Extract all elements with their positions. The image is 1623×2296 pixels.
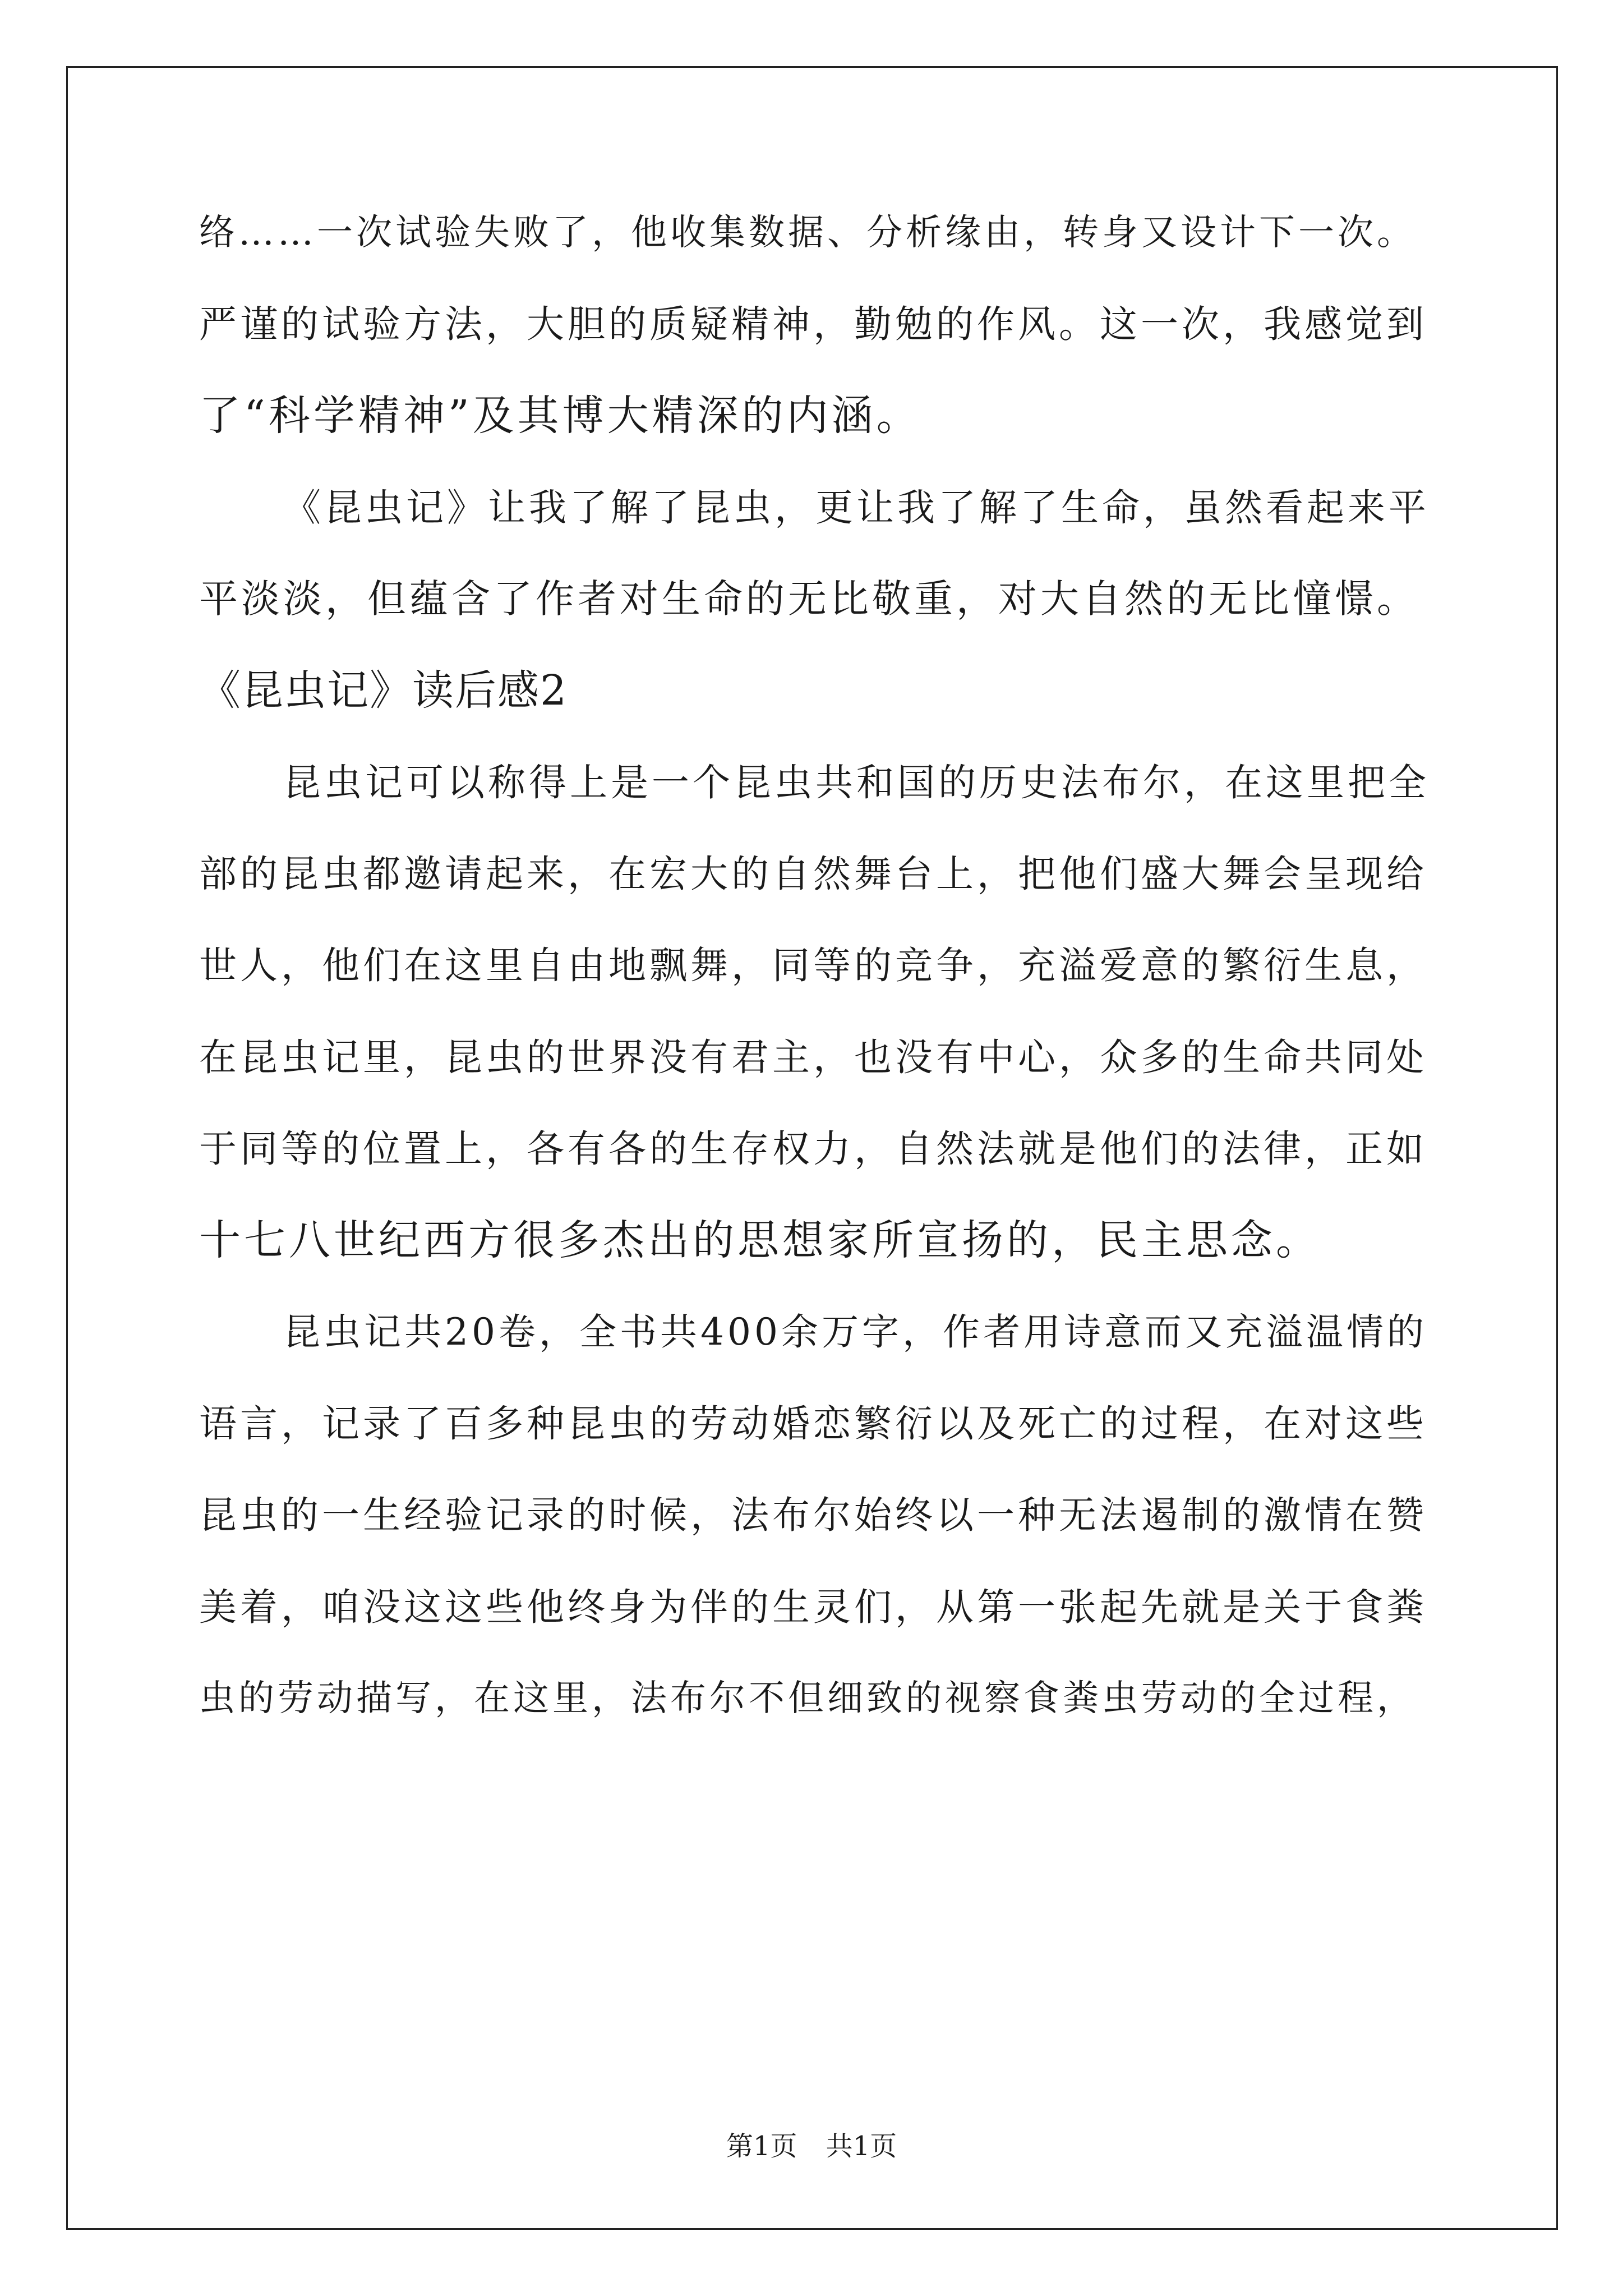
text-line: 世人，他们在这里自由地飘舞，同等的竞争，充溢爱意的繁衍生息， [199,944,1427,987]
text-line: 昆虫的一生经验记录的时候，法布尔始终以一种无法遏制的激情在赞 [199,1493,1427,1537]
text-line: 虫的劳动描写，在这里，法布尔不但细致的视察食粪虫劳动的全过程， [199,1678,1416,1719]
text-line: 了“科学精神”及其博大精深的内涵。 [199,392,921,440]
text-line: 于同等的位置上，各有各的生存权力，自然法就是他们的法律，正如 [199,1127,1427,1171]
text-line: 昆虫记可以称得上是一个昆虫共和国的历史法布尔，在这里把全 [283,761,1430,804]
text-line: 络……一次试验失败了，他收集数据、分析缘由，转身又设计下一次。 [199,212,1416,254]
text-line: 美着，咱没这这些他终身为伴的生灵们，从第一张起先就是关于食粪 [199,1585,1427,1629]
page-footer [0,2129,1623,2163]
text-line: 部的昆虫都邀请起来，在宏大的自然舞台上，把他们盛大舞会呈现给 [199,852,1427,896]
text-line: 语言，记录了百多种昆虫的劳动婚恋繁衍以及死亡的过程，在对这些 [199,1402,1427,1446]
page-number: 第1页 [726,2131,797,2162]
text-line: 严谨的试验方法，大胆的质疑精神，勤勉的作风。这一次，我感觉到 [199,302,1427,346]
page-total: 共1页 [826,2131,897,2162]
text-line: 十七八世纪西方很多杰出的思想家所宣扬的，民主思念。 [199,1216,1321,1264]
text-line: 昆虫记共20卷，全书共400余万字，作者用诗意而又充溢温情的 [283,1310,1427,1354]
text-line: 在昆虫记里，昆虫的世界没有君主，也没有中心，众多的生命共同处 [199,1036,1427,1079]
text-line: 《昆虫记》让我了解了昆虫，更让我了解了生命，虽然看起来平 [283,486,1430,530]
text-line: 平淡淡，但蕴含了作者对生命的无比敬重，对大自然的无比憧憬。 [199,577,1419,622]
section-heading: 《昆虫记》读后感2 [199,666,568,715]
